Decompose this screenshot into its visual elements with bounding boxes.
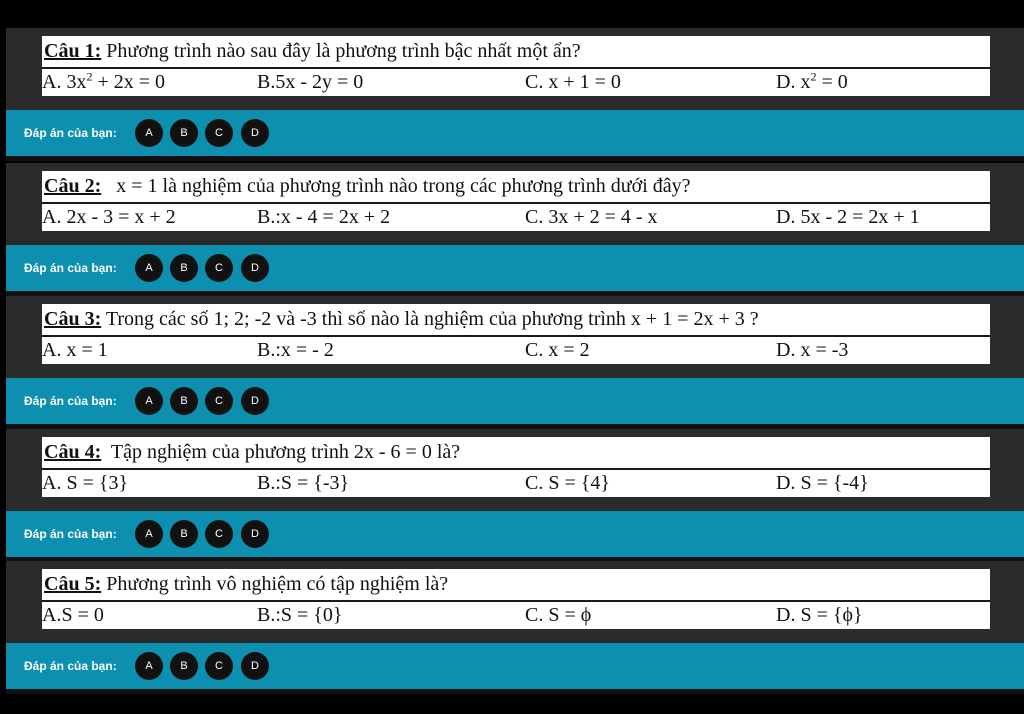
question-box bbox=[42, 171, 990, 231]
option-text: B.:S = {0} bbox=[257, 604, 343, 626]
option-a bbox=[42, 602, 104, 629]
option-text: C. x + 1 = 0 bbox=[525, 71, 621, 93]
choice-c-button[interactable]: C bbox=[205, 652, 233, 680]
option-c bbox=[525, 204, 658, 231]
option-text: C. S = {4} bbox=[525, 472, 610, 494]
answer-bar bbox=[6, 245, 1024, 291]
question-block bbox=[6, 163, 1024, 296]
option-b bbox=[257, 69, 363, 96]
option-text: B.5x - 2y = 0 bbox=[257, 71, 364, 93]
question-line bbox=[44, 569, 448, 600]
question-line bbox=[44, 171, 691, 202]
question-text: x = 1 là nghiệm của phương trình nào trong các phương trình dưới đây? bbox=[101, 175, 691, 197]
choice-c-button[interactable]: C bbox=[205, 520, 233, 548]
option-text: A. x = 1 bbox=[42, 339, 108, 361]
question-number: Câu 3: bbox=[44, 308, 102, 330]
choice-b-button[interactable]: B bbox=[170, 387, 198, 415]
option-text: B.:x - 4 = 2x + 2 bbox=[257, 206, 391, 228]
option-text: D. S = {ϕ} bbox=[776, 604, 863, 626]
question-number: Câu 2: bbox=[44, 175, 102, 197]
option-c bbox=[525, 470, 610, 497]
option-d bbox=[776, 470, 869, 497]
choice-d-button[interactable]: D bbox=[241, 387, 269, 415]
choice-d-button[interactable]: D bbox=[241, 652, 269, 680]
option-b bbox=[257, 470, 349, 497]
option-d bbox=[776, 69, 848, 96]
top-bar bbox=[0, 0, 1024, 28]
choice-b-button[interactable]: B bbox=[170, 119, 198, 147]
option-text: D. x bbox=[776, 71, 811, 93]
choice-b-button[interactable]: B bbox=[170, 520, 198, 548]
question-line bbox=[44, 437, 460, 468]
option-d bbox=[776, 602, 863, 629]
question-box bbox=[42, 36, 990, 96]
answer-bar bbox=[6, 110, 1024, 156]
question-text: Phương trình vô nghiệm có tập nghiệm là? bbox=[101, 573, 449, 595]
question-panel bbox=[6, 561, 1024, 643]
answer-bar bbox=[6, 643, 1024, 689]
question-panel bbox=[6, 429, 1024, 511]
block-separator bbox=[6, 156, 1024, 161]
option-exponent: 2 bbox=[86, 69, 93, 84]
choice-a-button[interactable]: A bbox=[135, 520, 163, 548]
question-panel bbox=[6, 296, 1024, 378]
question-block bbox=[6, 429, 1024, 562]
question-divider bbox=[42, 67, 990, 69]
option-text: B.:x = - 2 bbox=[257, 339, 334, 361]
answer-label: Đáp án của bạn: bbox=[24, 527, 117, 541]
question-number: Câu 1: bbox=[44, 40, 102, 62]
question-number: Câu 4: bbox=[44, 441, 102, 463]
choice-c-button[interactable]: C bbox=[205, 254, 233, 282]
question-number: Câu 5: bbox=[44, 573, 102, 595]
block-separator bbox=[6, 689, 1024, 694]
option-b bbox=[257, 204, 390, 231]
option-text: A. 2x - 3 = x + 2 bbox=[42, 206, 176, 228]
option-c bbox=[525, 602, 591, 629]
option-text: A. 3x bbox=[42, 71, 87, 93]
option-a bbox=[42, 69, 165, 96]
answer-label: Đáp án của bạn: bbox=[24, 126, 117, 140]
choice-a-button[interactable]: A bbox=[135, 652, 163, 680]
answer-label: Đáp án của bạn: bbox=[24, 394, 117, 408]
option-a bbox=[42, 204, 176, 231]
question-line bbox=[44, 36, 581, 67]
choice-a-button[interactable]: A bbox=[135, 119, 163, 147]
option-text: B.:S = {-3} bbox=[257, 472, 350, 494]
question-text: Trong các số 1; 2; -2 và -3 thì số nào là nghiệm của phương trình x + 1 = 2x + 3 ? bbox=[101, 308, 759, 330]
question-block bbox=[6, 296, 1024, 429]
question-line bbox=[44, 304, 759, 335]
question-block bbox=[6, 561, 1024, 694]
option-c bbox=[525, 337, 590, 364]
question-text: Tập nghiệm của phương trình 2x - 6 = 0 là? bbox=[101, 441, 461, 463]
question-block bbox=[6, 28, 1024, 161]
option-text: D. S = {-4} bbox=[776, 472, 869, 494]
option-text: C. 3x + 2 = 4 - x bbox=[525, 206, 658, 228]
choice-d-button[interactable]: D bbox=[241, 119, 269, 147]
option-b bbox=[257, 337, 334, 364]
option-c bbox=[525, 69, 621, 96]
option-a bbox=[42, 337, 108, 364]
option-exponent: 2 bbox=[810, 69, 817, 84]
option-text: + 2x = 0 bbox=[92, 71, 166, 93]
answer-label: Đáp án của bạn: bbox=[24, 659, 117, 673]
option-a bbox=[42, 470, 128, 497]
option-text: C. x = 2 bbox=[525, 339, 590, 361]
choice-a-button[interactable]: A bbox=[135, 387, 163, 415]
option-d bbox=[776, 204, 920, 231]
option-text: D. x = -3 bbox=[776, 339, 849, 361]
choice-b-button[interactable]: B bbox=[170, 652, 198, 680]
answer-label: Đáp án của bạn: bbox=[24, 261, 117, 275]
question-panel bbox=[6, 163, 1024, 245]
question-box bbox=[42, 569, 990, 629]
choice-d-button[interactable]: D bbox=[241, 254, 269, 282]
question-text: Phương trình nào sau đây là phương trình bậc nhất một ẩn? bbox=[101, 40, 581, 62]
choice-c-button[interactable]: C bbox=[205, 387, 233, 415]
question-box bbox=[42, 437, 990, 497]
answer-bar bbox=[6, 511, 1024, 557]
choice-d-button[interactable]: D bbox=[241, 520, 269, 548]
option-text: A.S = 0 bbox=[42, 604, 104, 626]
option-text: = 0 bbox=[816, 71, 848, 93]
option-d bbox=[776, 337, 848, 364]
answer-bar bbox=[6, 378, 1024, 424]
option-b bbox=[257, 602, 343, 629]
choice-b-button[interactable]: B bbox=[170, 254, 198, 282]
option-text: C. S = ϕ bbox=[525, 604, 592, 626]
choice-a-button[interactable]: A bbox=[135, 254, 163, 282]
option-text: A. S = {3} bbox=[42, 472, 129, 494]
question-panel bbox=[6, 28, 1024, 110]
option-text: D. 5x - 2 = 2x + 1 bbox=[776, 206, 920, 228]
choice-c-button[interactable]: C bbox=[205, 119, 233, 147]
question-box bbox=[42, 304, 990, 364]
